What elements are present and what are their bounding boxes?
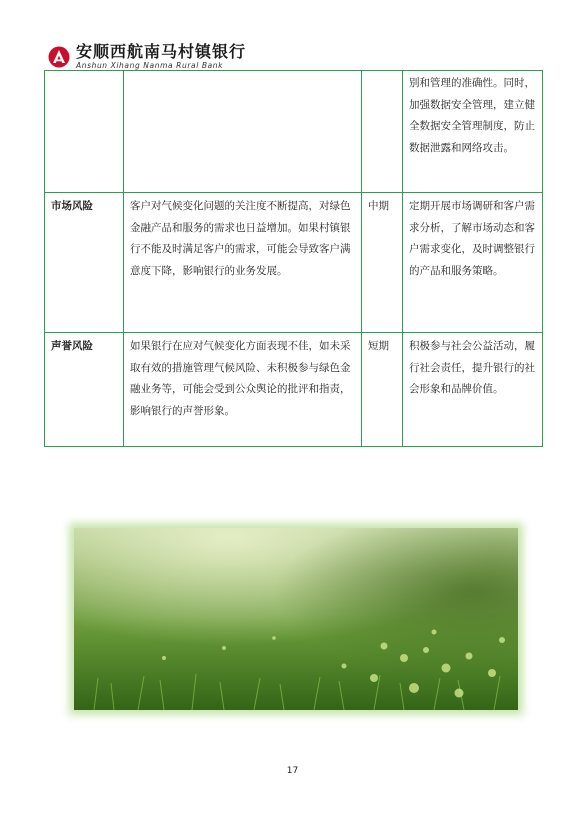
risk-measures-cell: 别和管理的准确性。同时，加强数据安全管理，建立健全数据安全管理制度，防止数据泄露和网络攻击。 <box>403 71 543 193</box>
grass-photo <box>74 528 518 710</box>
table-row <box>45 333 543 447</box>
page-header <box>48 44 246 70</box>
risk-type-cell <box>45 71 124 193</box>
bank-logo-icon <box>48 46 70 68</box>
risk-measures-cell: 定期开展市场调研和客户需求分析，了解市场动态和客户需求变化，及时调整银行的产品和服务策略。 <box>403 193 543 333</box>
risk-term-cell: 中期 <box>362 193 403 333</box>
risk-description-cell: 如果银行在应对气候变化方面表现不佳，如未采取有效的措施管理气候风险、未积极参与绿色金融业务等，可能会受到公众舆论的批评和指责，影响银行的声誉形象。 <box>124 333 362 447</box>
risk-type-cell: 声誉风险 <box>45 333 124 447</box>
table-row <box>45 193 543 333</box>
climate-risk-table <box>44 70 543 447</box>
risk-term-cell <box>362 71 403 193</box>
risk-type-cell: 市场风险 <box>45 193 124 333</box>
page-number: 17 <box>286 766 299 776</box>
risk-description-cell: 客户对气候变化问题的关注度不断提高，对绿色金融产品和服务的需求也日益增加。如果村镇银行不能及时满足客户的需求，可能会导致客户满意度下降，影响银行的业务发展。 <box>124 193 362 333</box>
risk-description-cell <box>124 71 362 193</box>
risk-term-cell: 短期 <box>362 333 403 447</box>
risk-measures-cell: 积极参与社会公益活动，履行社会责任，提升银行的社会形象和品牌价值。 <box>403 333 543 447</box>
bank-name-english: Anshun Xihang Nanma Rural Bank <box>76 61 224 70</box>
grass-field-image <box>74 528 518 710</box>
table-row <box>45 71 543 193</box>
bank-name: 安顺西航南马村镇银行 <box>76 42 247 61</box>
